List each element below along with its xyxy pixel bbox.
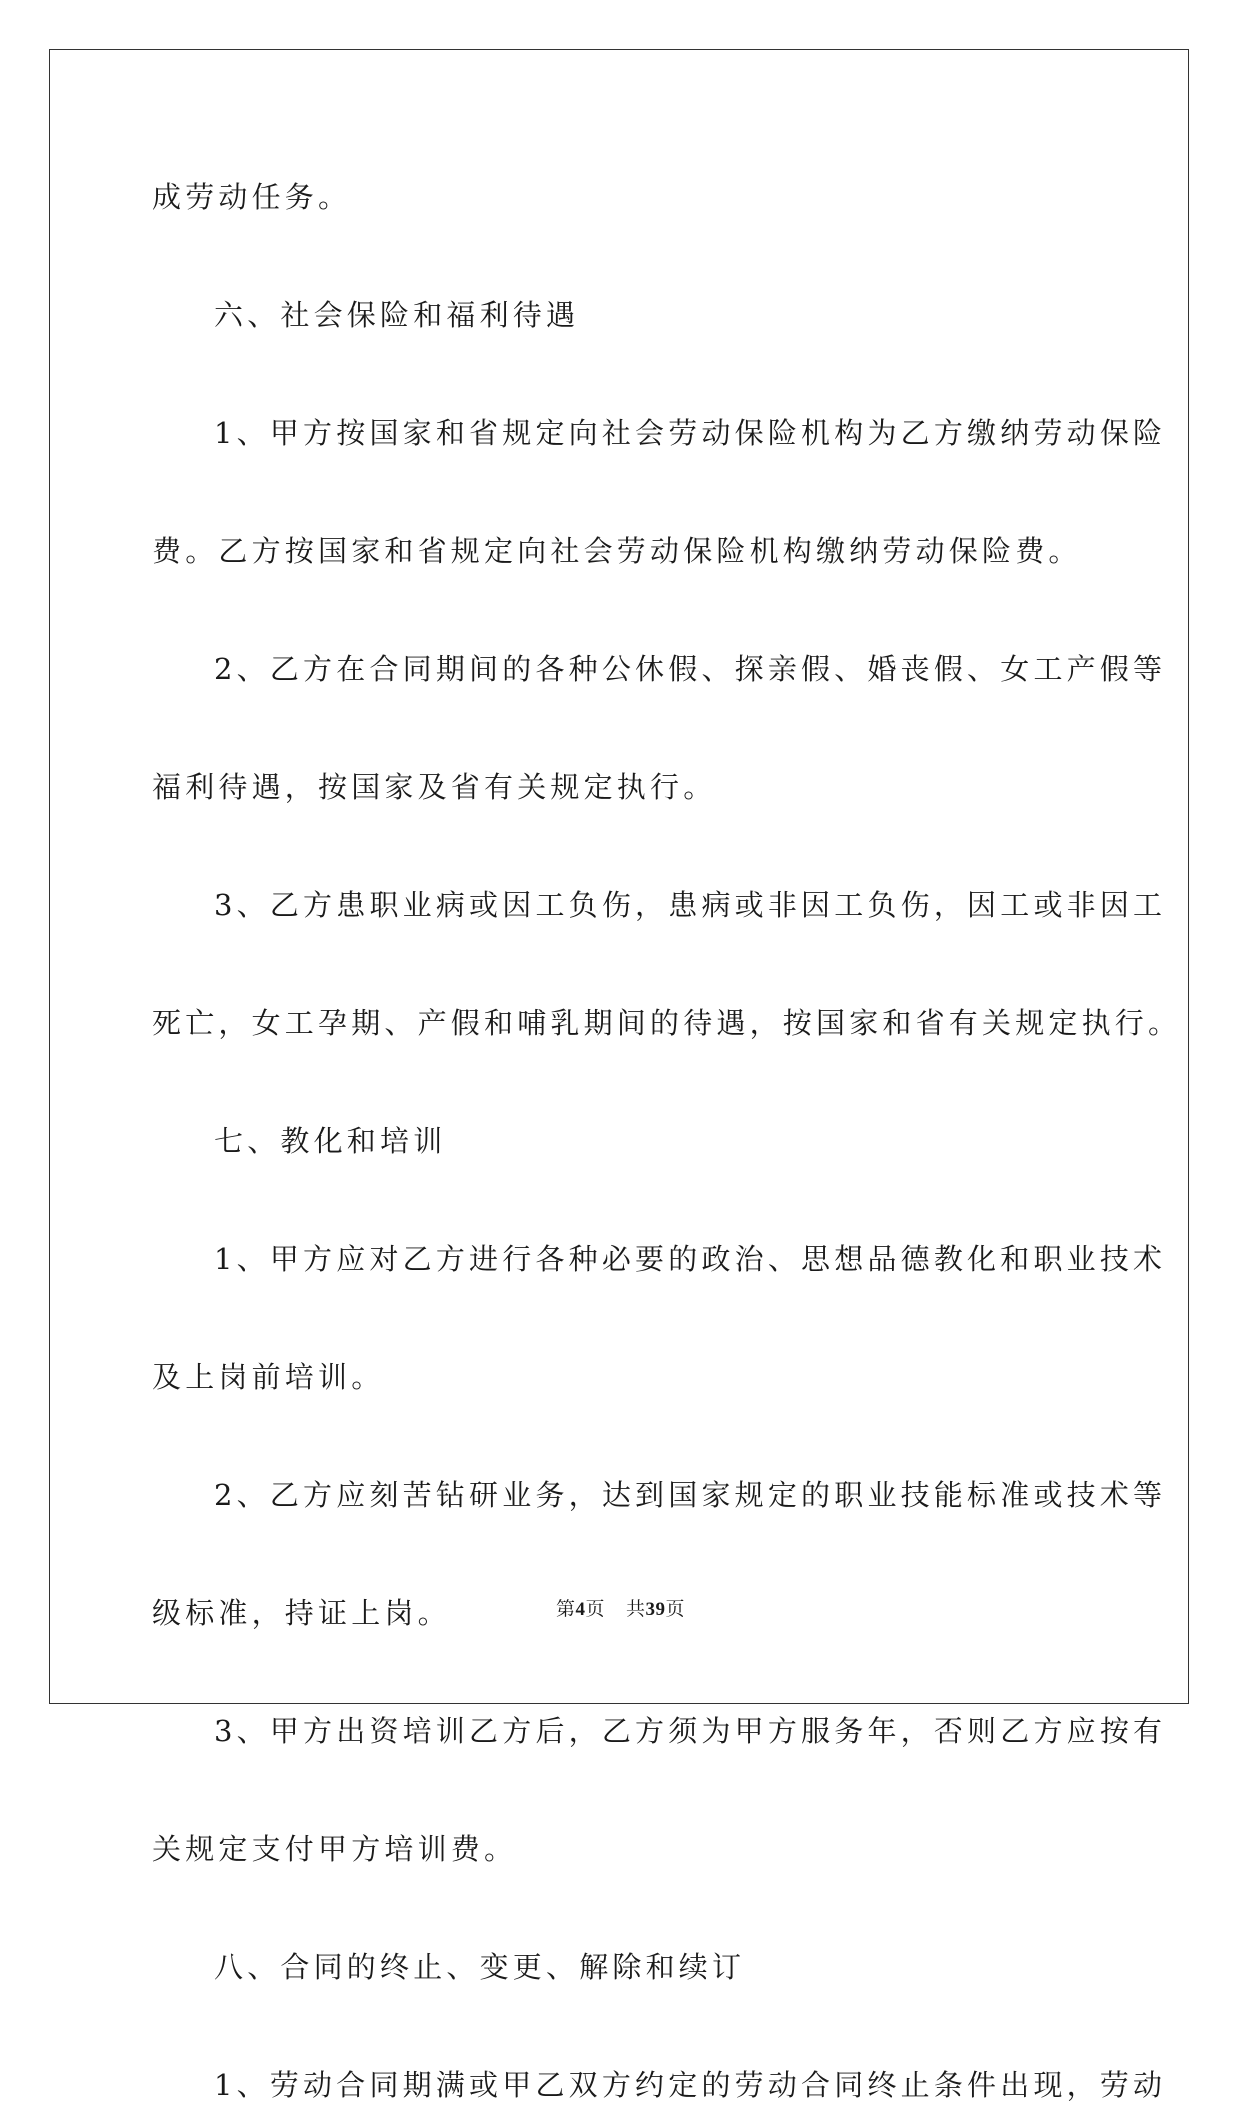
paragraph-line: 3、甲方出资培训乙方后，乙方须为甲方服务年，否则乙方应按有 <box>214 1714 1167 1748</box>
current-page-number: 4 <box>575 1599 586 1620</box>
paragraph-line: 关规定支付甲方培训费。 <box>152 1832 518 1866</box>
section-heading: 六、社会保险和福利待遇 <box>214 298 580 332</box>
paragraph-line: 2、乙方在合同期间的各种公休假、探亲假、婚丧假、女工产假等 <box>214 652 1167 686</box>
page-label-prefix: 第 <box>555 1599 576 1620</box>
paragraph-line: 成劳动任务。 <box>152 180 352 214</box>
paragraph-line: 死亡，女工孕期、产假和哺乳期间的待遇，按国家和省有关规定执行。 <box>152 1006 1182 1040</box>
document-body <box>152 166 1182 2116</box>
paragraph-line: 1、甲方按国家和省规定向社会劳动保险机构为乙方缴纳劳动保险 <box>214 416 1167 450</box>
paragraph-line: 1、劳动合同期满或甲乙双方约定的劳动合同终止条件出现，劳动 <box>214 2068 1167 2102</box>
total-label-suffix: 页 <box>665 1599 686 1620</box>
section-heading: 七、教化和培训 <box>214 1124 447 1158</box>
total-page-count: 39 <box>645 1599 666 1620</box>
section-heading: 八、合同的终止、变更、解除和续订 <box>214 1950 746 1984</box>
paragraph-line: 3、乙方患职业病或因工负伤，患病或非因工负伤，因工或非因工 <box>214 888 1167 922</box>
page-counter <box>0 1594 1241 1621</box>
total-label-prefix: 共 <box>626 1599 646 1620</box>
paragraph-line: 费。乙方按国家和省规定向社会劳动保险机构缴纳劳动保险费。 <box>152 534 1082 568</box>
paragraph-line: 级标准，持证上岗。 <box>152 1596 451 1630</box>
paragraph-line: 2、乙方应刻苦钻研业务，达到国家规定的职业技能标准或技术等 <box>214 1478 1167 1512</box>
paragraph-line: 及上岗前培训。 <box>152 1360 385 1394</box>
paragraph-line: 1、甲方应对乙方进行各种必要的政治、思想品德教化和职业技术 <box>214 1242 1167 1276</box>
paragraph-line: 福利待遇，按国家及省有关规定执行。 <box>152 770 717 804</box>
page-label-suffix: 页 <box>585 1599 605 1620</box>
